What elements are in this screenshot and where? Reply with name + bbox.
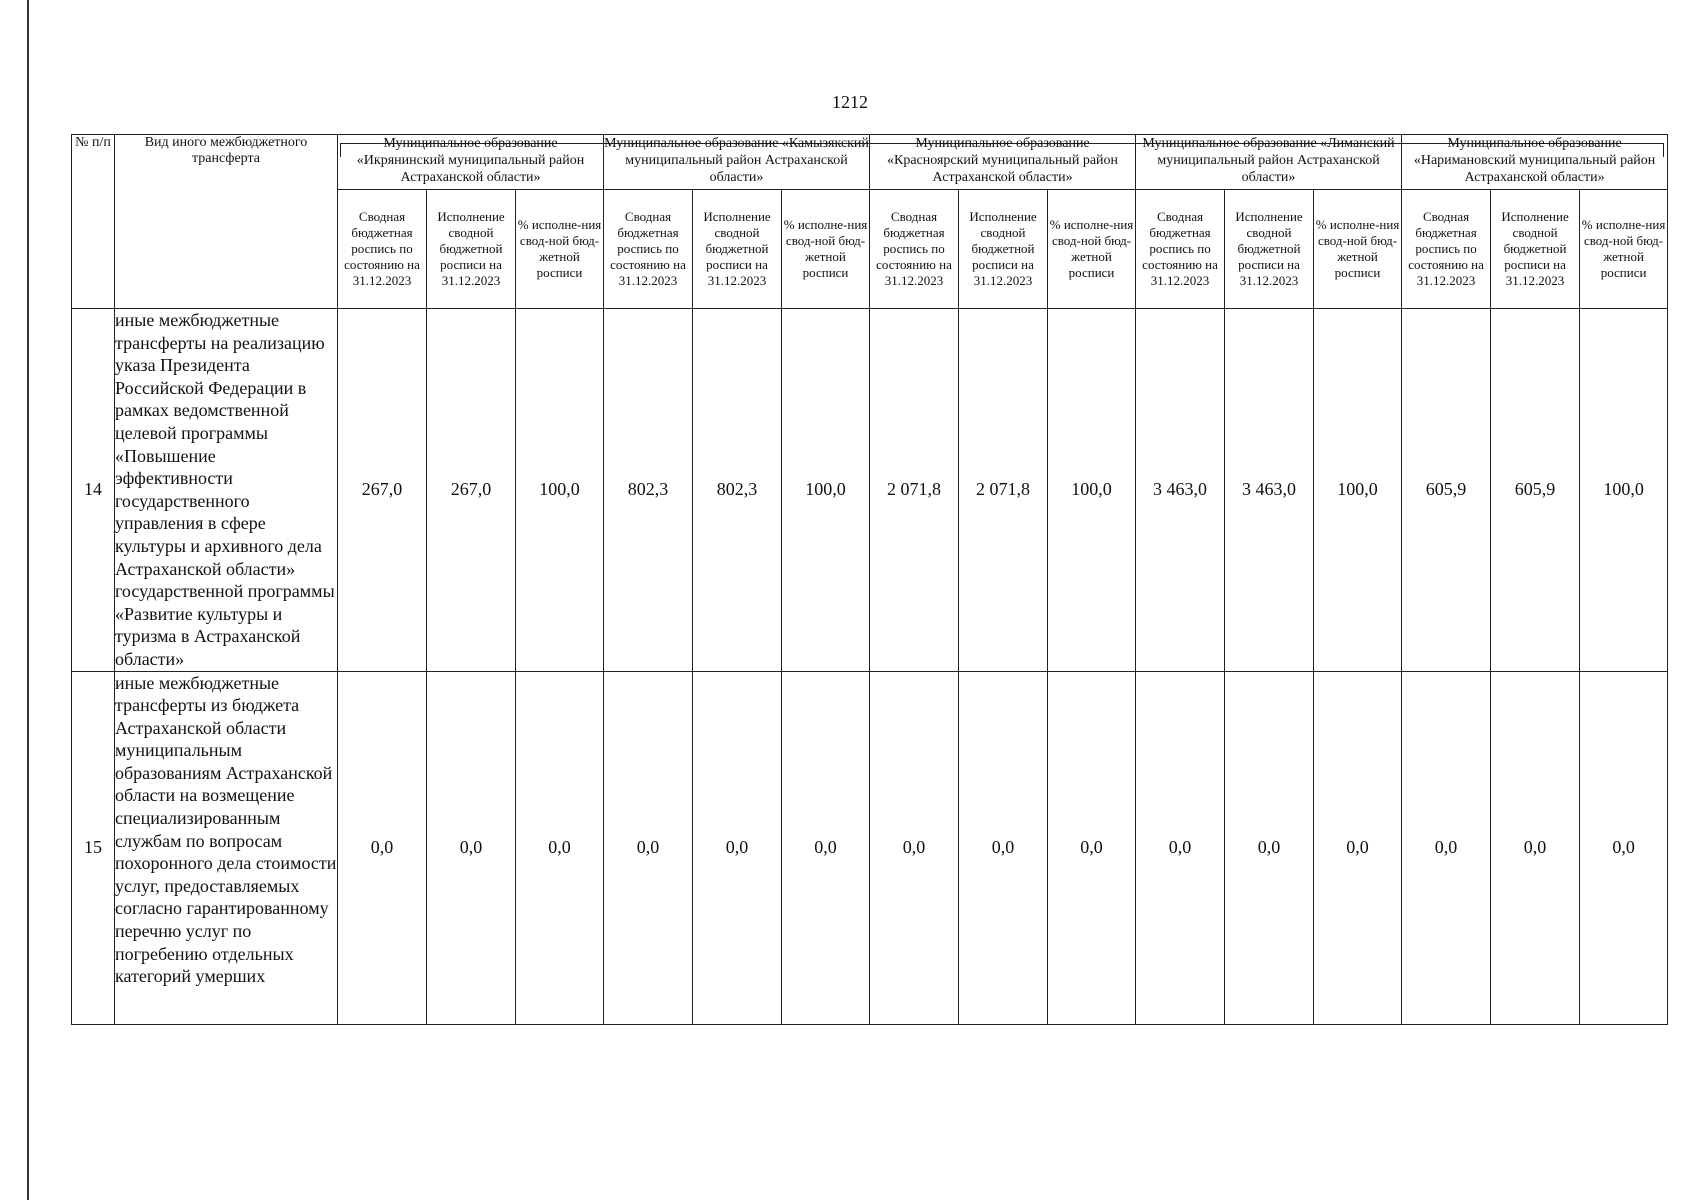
row-description: иные межбюджетные трансферты на реализацию указа Президента Российской Федерации в рамках ведомственной целевой программы «Повышение эффективности государственного управления в сфере культуры и архивного дела Астраханской области» государственной программы «Развитие культуры и туризма в Астраханской области» <box>115 309 338 672</box>
cell-value: 605,9 <box>1491 309 1580 672</box>
table-row <box>72 671 1668 1024</box>
cell-value: 2 071,8 <box>870 309 959 672</box>
row-number: 14 <box>72 309 115 672</box>
cell-value: 802,3 <box>604 309 693 672</box>
header-sub-executed: Исполнение сводной бюджетной росписи на 31.12.2023 <box>1491 190 1580 309</box>
header-sub-percent: % исполне-ния свод-ной бюд-жетной росписи <box>1580 190 1668 309</box>
row-number: 15 <box>72 671 115 1024</box>
header-group-krasnoyarsky: Муниципальное образование «Красноярский муниципальный район Астраханской области» <box>870 135 1136 190</box>
header-sub-percent: % исполне-ния свод-ной бюд-жетной росписи <box>1314 190 1402 309</box>
cell-value: 0,0 <box>427 671 516 1024</box>
cell-value: 0,0 <box>870 671 959 1024</box>
header-sub-planned: Сводная бюджетная роспись по состоянию на 31.12.2023 <box>338 190 427 309</box>
cell-value: 0,0 <box>693 671 782 1024</box>
cell-value: 0,0 <box>1136 671 1225 1024</box>
transfers-table <box>71 134 1668 1025</box>
cell-value: 802,3 <box>693 309 782 672</box>
cell-value: 0,0 <box>782 671 870 1024</box>
header-sub-executed: Исполнение сводной бюджетной росписи на 31.12.2023 <box>693 190 782 309</box>
header-group-kamyzyaksky: Муниципальное образование «Камызякский муниципальный район Астраханской области» <box>604 135 870 190</box>
cell-value: 0,0 <box>1048 671 1136 1024</box>
cell-value: 0,0 <box>1491 671 1580 1024</box>
header-group-narimanovsky: Муниципальное образование «Наримановский муниципальный район Астраханской области» <box>1402 135 1668 190</box>
cell-value: 0,0 <box>604 671 693 1024</box>
cell-value: 100,0 <box>1580 309 1668 672</box>
header-sub-percent: % исполне-ния свод-ной бюд-жетной росписи <box>516 190 604 309</box>
header-sub-planned: Сводная бюджетная роспись по состоянию на 31.12.2023 <box>604 190 693 309</box>
page-margin-rule <box>27 0 29 1200</box>
cell-value: 0,0 <box>1225 671 1314 1024</box>
header-sub-executed: Исполнение сводной бюджетной росписи на 31.12.2023 <box>427 190 516 309</box>
header-group-ikryaninsky: Муниципальное образование «Икрянинский муниципальный район Астраханской области» <box>338 135 604 190</box>
cell-value: 2 071,8 <box>959 309 1048 672</box>
cell-value: 0,0 <box>338 671 427 1024</box>
header-group-limansky: Муниципальное образование «Лиманский муниципальный район Астраханской области» <box>1136 135 1402 190</box>
header-sub-executed: Исполнение сводной бюджетной росписи на 31.12.2023 <box>959 190 1048 309</box>
cell-value: 0,0 <box>1580 671 1668 1024</box>
cell-value: 0,0 <box>516 671 604 1024</box>
header-transfer-type: Вид иного межбюджетного трансферта <box>115 135 338 309</box>
cell-value: 100,0 <box>1048 309 1136 672</box>
cell-value: 0,0 <box>1402 671 1491 1024</box>
header-num: № п/п <box>72 135 115 309</box>
cell-value: 100,0 <box>516 309 604 672</box>
page-number: 1212 <box>832 92 868 112</box>
header-sub-planned: Сводная бюджетная роспись по состоянию на 31.12.2023 <box>1136 190 1225 309</box>
cell-value: 605,9 <box>1402 309 1491 672</box>
cell-value: 100,0 <box>782 309 870 672</box>
header-sub-planned: Сводная бюджетная роспись по состоянию на 31.12.2023 <box>870 190 959 309</box>
header-sub-executed: Исполнение сводной бюджетной росписи на 31.12.2023 <box>1225 190 1314 309</box>
cell-value: 267,0 <box>338 309 427 672</box>
header-sub-percent: % исполне-ния свод-ной бюд-жетной росписи <box>782 190 870 309</box>
row-description: иные межбюджетные трансферты из бюджета Астраханской области муниципальным образованиям Астраханской области на возмещение специализированным службам по вопросам похоронного дела стоимости услуг, предоставляемых согласно гарантированному перечню услуг по погребению отдельных категорий умерших <box>115 671 338 1024</box>
cell-value: 100,0 <box>1314 309 1402 672</box>
cell-value: 267,0 <box>427 309 516 672</box>
cell-value: 0,0 <box>1314 671 1402 1024</box>
header-row-groups <box>72 135 1668 190</box>
header-sub-planned: Сводная бюджетная роспись по состоянию на 31.12.2023 <box>1402 190 1491 309</box>
cell-value: 0,0 <box>959 671 1048 1024</box>
table-row <box>72 309 1668 672</box>
cell-value: 3 463,0 <box>1225 309 1314 672</box>
cell-value: 3 463,0 <box>1136 309 1225 672</box>
header-sub-percent: % исполне-ния свод-ной бюд-жетной росписи <box>1048 190 1136 309</box>
